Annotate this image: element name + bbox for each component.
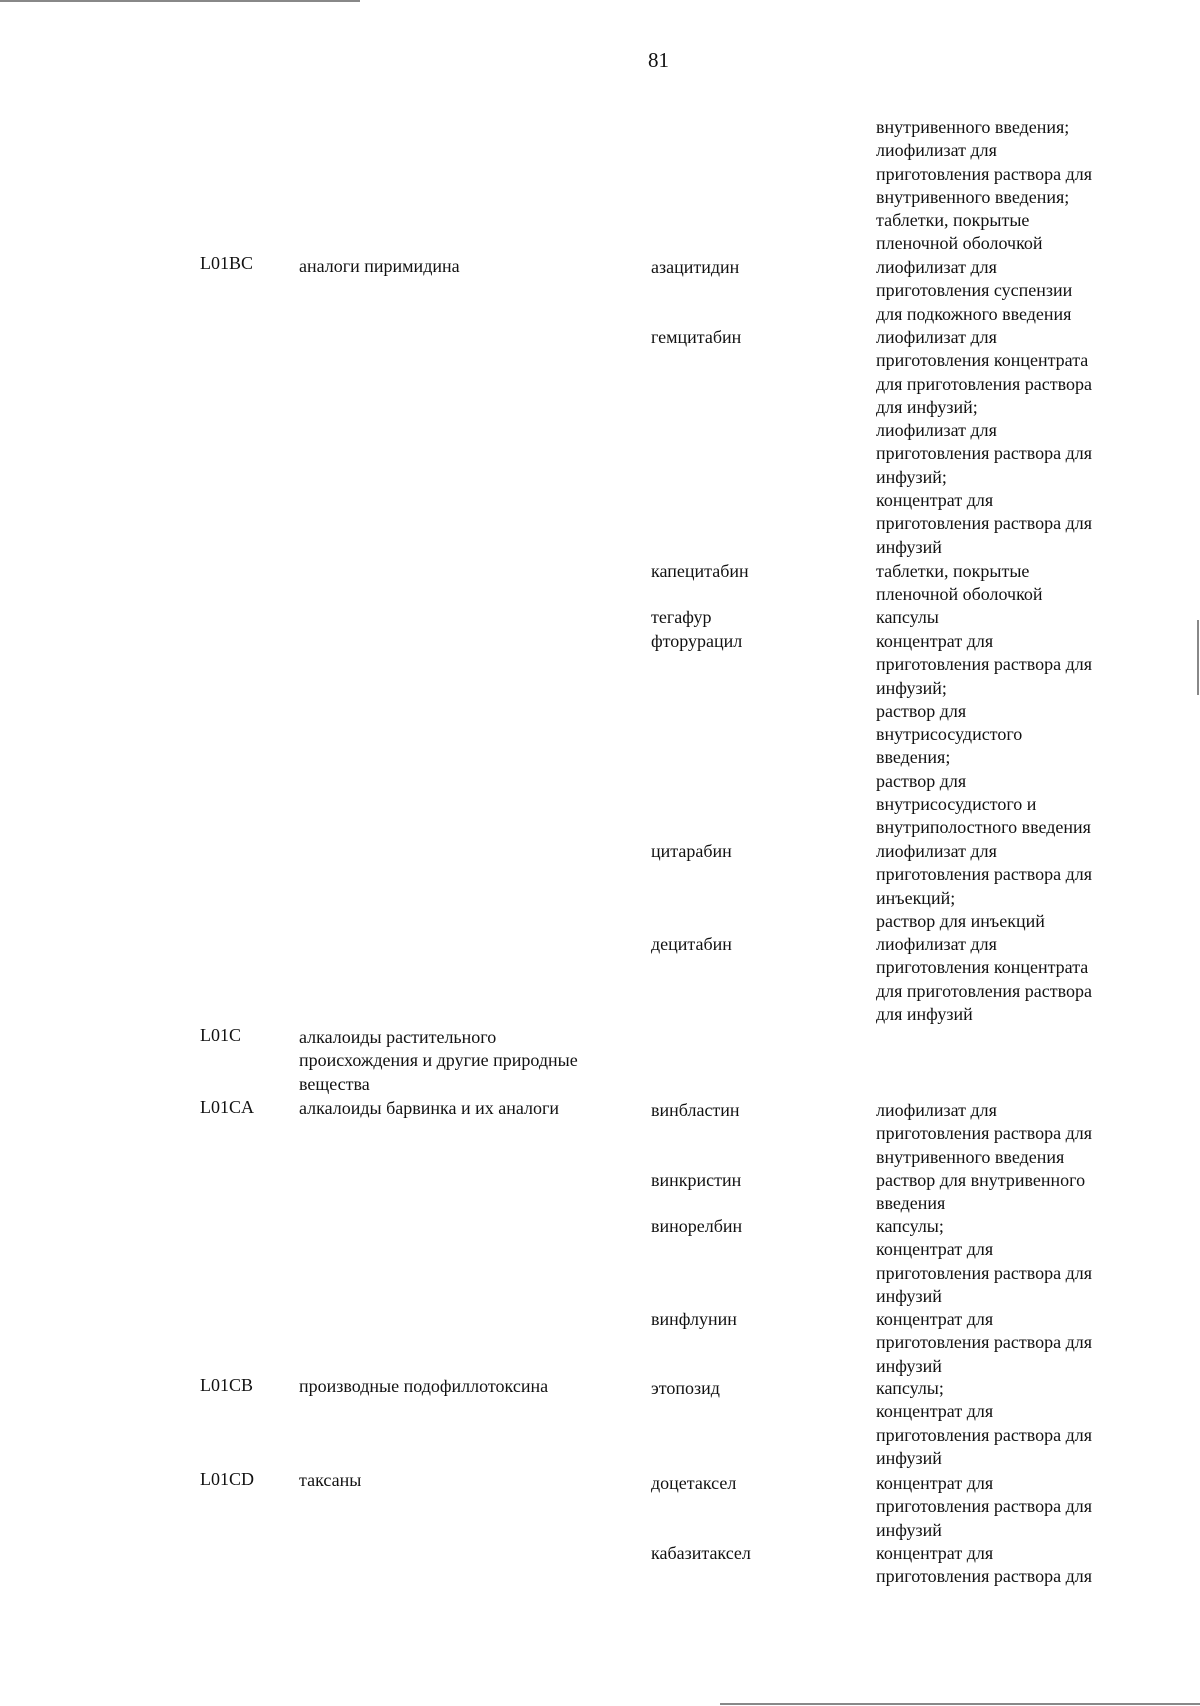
dosage-forms: капсулы; концентрат для приготовления раствора для инфузий [876,1216,1092,1306]
drug-name: гемцитабин [651,327,742,347]
drug-name: децитабин [651,934,732,954]
right-scan-edge [1197,620,1199,695]
atc-code: L01BC [200,253,254,273]
bottom-scan-edge [720,1703,1200,1705]
dosage-forms: лиофилизат для приготовления концентрата для приготовления раствора для инфузий [876,934,1092,1024]
group-name: таксаны [299,1470,362,1490]
group-name: алкалоиды барвинка и их аналоги [299,1098,560,1118]
drug-name: винорелбин [651,1216,743,1236]
dosage-forms: концентрат для приготовления раствора для инфузий [876,1309,1092,1376]
drug-name: этопозид [651,1378,720,1398]
group-name: алкалоиды растительного происхождения и другие природные вещества [299,1027,578,1094]
group-name: аналоги пиримидина [299,256,460,276]
dosage-forms: капсулы [876,607,939,627]
drug-name: капецитабин [651,561,749,581]
continued-forms: внутривенного введения; лиофилизат для приготовления раствора для внутривенного введения; таблетки, покрытые пленочной оболочкой [876,117,1092,254]
atc-code: L01CA [200,1097,254,1117]
top-scan-edge [0,0,360,2]
dosage-forms: капсулы; концентрат для приготовления раствора для инфузий [876,1378,1092,1468]
drug-name: цитарабин [651,841,732,861]
dosage-forms: раствор для внутривенного введения [876,1170,1086,1214]
atc-code: L01C [200,1025,242,1045]
dosage-forms: лиофилизат для приготовления раствора для инъекций; раствор для инъекций [876,841,1092,931]
drug-name: азацитидин [651,257,740,277]
page-number: 81 [648,48,669,72]
group-name: производные подофиллотоксина [299,1376,549,1396]
drug-name: кабазитаксел [651,1543,751,1563]
dosage-forms: концентрат для приготовления раствора для инфузий; раствор для внутрисосудистого введения; раствор для внутрисосудистого и внутриполостного введения [876,631,1092,838]
dosage-forms: концентрат для приготовления раствора для [876,1543,1092,1587]
drug-name: тегафур [651,607,712,627]
dosage-forms: лиофилизат для приготовления суспензии для подкожного введения [876,257,1073,324]
atc-code: L01CB [200,1375,254,1395]
drug-name: доцетаксел [651,1473,737,1493]
dosage-forms: лиофилизат для приготовления концентрата для приготовления раствора для инфузий; лиофилизат для приготовления раствора для инфузий; концентрат для приготовления раствора для инфузий [876,327,1092,557]
dosage-forms: таблетки, покрытые пленочной оболочкой [876,561,1043,605]
dosage-forms: концентрат для приготовления раствора для инфузий [876,1473,1092,1540]
drug-name: винфлунин [651,1309,737,1329]
atc-code: L01CD [200,1469,254,1489]
drug-name: фторурацил [651,631,743,651]
drug-name: винкристин [651,1170,742,1190]
drug-name: винбластин [651,1100,740,1120]
dosage-forms: лиофилизат для приготовления раствора для внутривенного введения [876,1100,1092,1167]
